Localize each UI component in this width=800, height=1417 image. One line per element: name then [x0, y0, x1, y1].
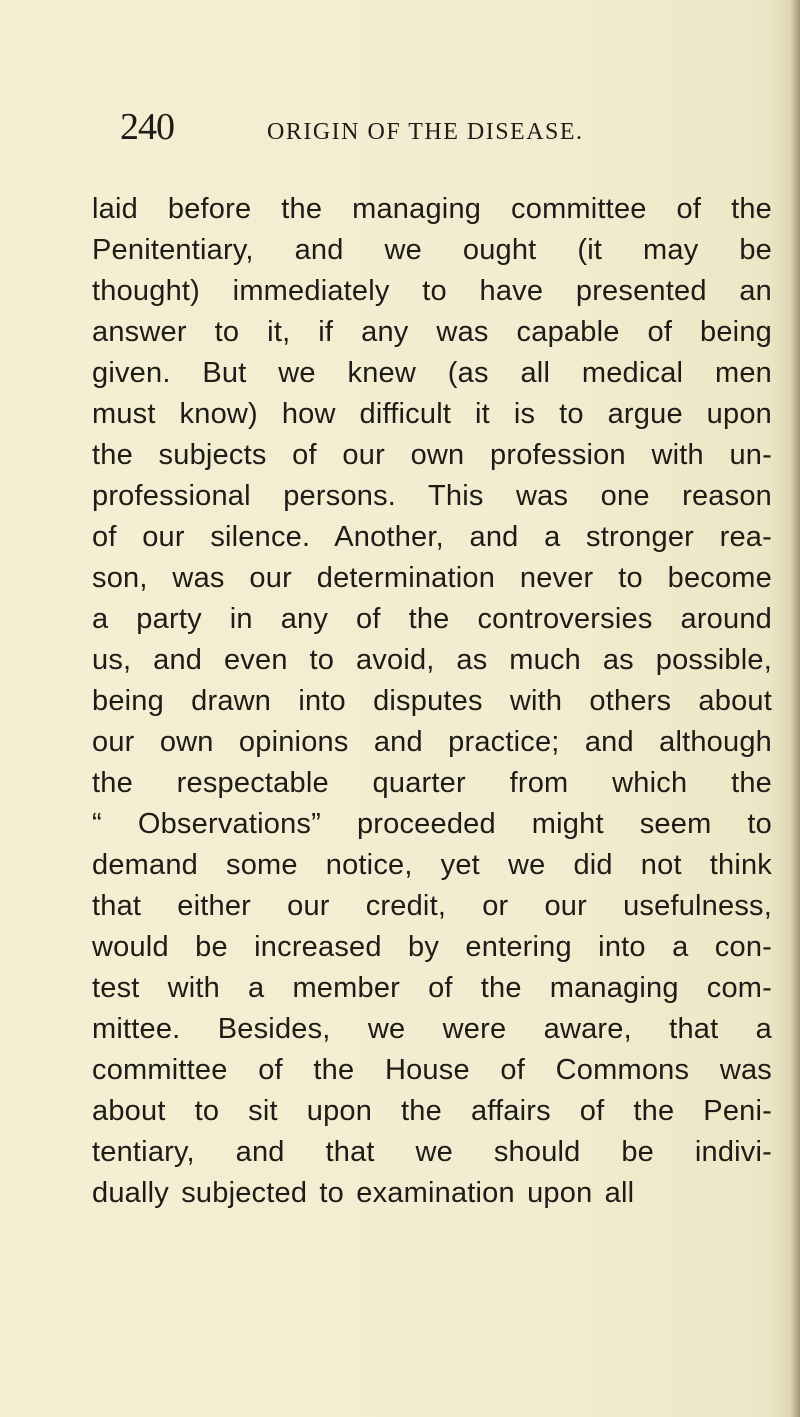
- text-line: thought) immediately to have presented an: [92, 275, 772, 307]
- text-line: “ Observations” proceeded might seem to: [92, 808, 772, 840]
- page-header: [120, 105, 680, 155]
- text-line: the respectable quarter from which the: [92, 767, 772, 799]
- text-line: answer to it, if any was capable of being: [92, 316, 772, 348]
- text-line: professional persons. This was one reason: [92, 480, 772, 512]
- text-line: Penitentiary, and we ought (it may be: [92, 234, 772, 266]
- text-line: of our silence. Another, and a stronger rea-: [92, 521, 772, 553]
- text-line: our own opinions and practice; and although: [92, 726, 772, 758]
- text-line: demand some notice, yet we did not think: [92, 849, 772, 881]
- text-line: being drawn into disputes with others about: [92, 685, 772, 717]
- text-line: son, was our determination never to become: [92, 562, 772, 594]
- text-line: dually subjected to examination upon all: [92, 1177, 635, 1209]
- body-text: [92, 189, 772, 1214]
- text-line: committee of the House of Commons was: [92, 1054, 772, 1086]
- running-head: ORIGIN OF THE DISEASE.: [267, 119, 584, 145]
- text-line: mittee. Besides, we were aware, that a: [92, 1013, 772, 1045]
- text-line: us, and even to avoid, as much as possible,: [92, 644, 772, 676]
- text-line: that either our credit, or our usefulness,: [92, 890, 772, 922]
- page-edge-shadow: [790, 0, 800, 1417]
- text-line: about to sit upon the affairs of the Peni-: [92, 1095, 772, 1127]
- text-line: tentiary, and that we should be indivi-: [92, 1136, 772, 1168]
- text-line: laid before the managing committee of the: [92, 193, 772, 225]
- text-line: given. But we knew (as all medical men: [92, 357, 772, 389]
- text-line: would be increased by entering into a con-: [92, 931, 772, 963]
- text-line: must know) how difficult it is to argue upon: [92, 398, 772, 430]
- text-line: test with a member of the managing com-: [92, 972, 772, 1004]
- text-line: the subjects of our own profession with un-: [92, 439, 772, 471]
- page-number: 240: [120, 106, 174, 148]
- text-line: a party in any of the controversies around: [92, 603, 772, 635]
